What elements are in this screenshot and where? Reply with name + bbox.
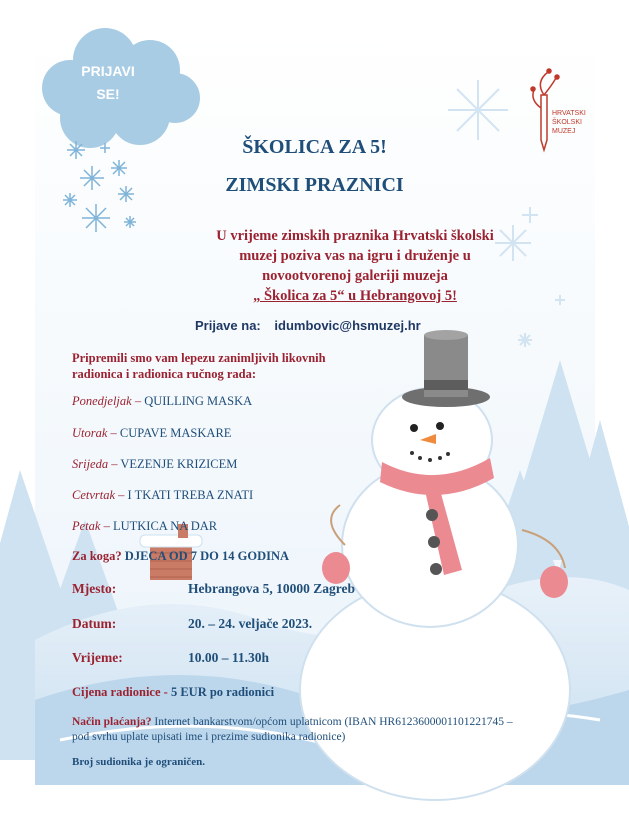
title-line1: ŠKOLICA ZA 5! [242,136,387,158]
schedule-item [72,457,237,472]
workshops-intro [72,350,326,382]
registration-email[interactable]: idumbovic@hsmuzej.hr [274,318,421,333]
register-cloud-line1: PRIJAVI [81,63,135,79]
participants-limit: Broj sudionika je ograničen. [72,756,206,768]
intro-line4: „ Školica za 5“ u Hebrangovoj 5! [253,288,457,304]
schedule-day: Utorak [72,426,108,440]
schedule-separator: – [115,488,128,502]
schedule-workshop: QUILLING MASKA [144,394,253,408]
price-value: 5 EUR po radionici [170,685,275,699]
schedule-separator: – [108,457,121,471]
schedule-item [72,519,217,534]
register-cloud-line2: SE! [96,86,120,102]
for-whom-value: DJECA OD 7 DO 14 GODINA [124,549,290,563]
logo-line1: HRVATSKI [552,110,586,117]
intro-line3: novootvorenoj galeriji muzeja [262,268,448,284]
place-label: Mjesto: [72,581,117,596]
schedule-separator: – [131,394,145,408]
payment-line1: Internet bankarstvom/općom uplatnicom (IBAN HR6123600001101221745 – [154,716,513,728]
price-label: Cijena radionice - [72,685,168,699]
for-whom [72,549,289,564]
price [72,685,274,700]
schedule-item [72,426,231,441]
intro-text [120,226,590,306]
workshops-intro-line2: radionica i radionica ručnog rada: [72,367,257,381]
for-whom-label: Za koga? [72,549,122,563]
registration-label: Prijave na: [195,318,261,333]
intro-line1: U vrijeme zimskih praznika Hrvatski školski [216,228,494,244]
logo-line2: ŠKOLSKI [552,119,582,126]
schedule-workshop: VEZENJE KRIZICEM [120,457,238,471]
schedule-day: Srijeda [72,457,109,471]
museum-logo [552,109,586,136]
place-value: Hebrangova 5, 10000 Zagreb [188,581,356,596]
schedule-day: Petak [72,519,101,533]
schedule-workshop: CUPAVE MASKARE [119,426,232,440]
payment [72,715,513,745]
schedule-separator: – [107,426,120,440]
registration [195,318,421,333]
schedule-separator: – [100,519,113,533]
title-line2: ZIMSKI PRAZNICI [225,174,404,196]
schedule-item [72,394,252,409]
date-label: Datum: [72,616,117,631]
time-value: 10.00 – 11.30h [188,650,270,665]
schedule-day: Ponedjeljak [72,394,132,408]
schedule-item [72,488,253,503]
time-label: Vrijeme: [72,650,123,665]
date-value: 20. – 24. veljače 2023. [188,616,313,631]
workshops-intro-line1: Pripremili smo vam lepezu zanimljivih likovnih [72,351,326,365]
intro-line2: muzej poziva vas na igru i druženje u [239,248,471,264]
schedule-workshop: LUTKICA NA DAR [112,519,218,533]
logo-line3: MUZEJ [552,128,576,135]
schedule-workshop: I TKATI TREBA ZNATI [127,488,254,502]
payment-line2: pod svrhu uplate upisati ime i prezime sudionika radionice) [72,731,346,743]
payment-label: Način plaćanja? [72,716,152,728]
register-cloud [68,60,148,106]
schedule-day: Cetvrtak [72,488,116,502]
